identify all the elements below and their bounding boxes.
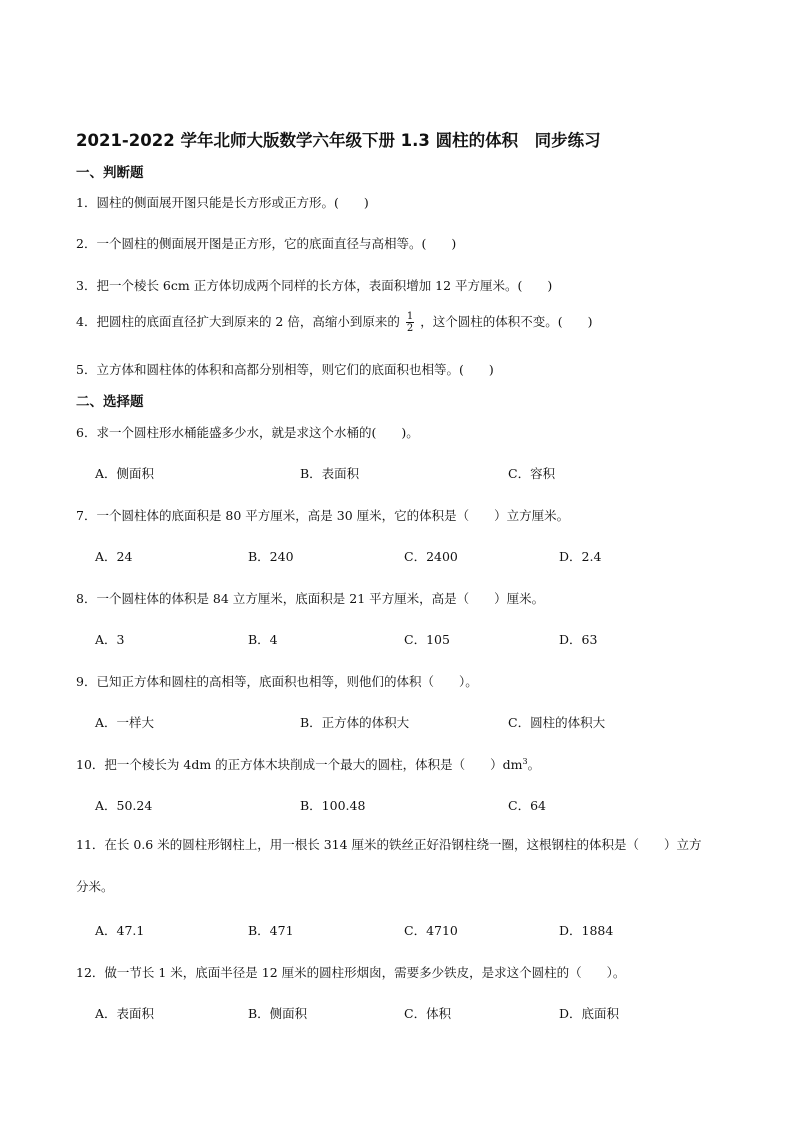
question-9: 9．已知正方体和圆柱的高相等，底面积也相等，则他们的体积（ ）。 (76, 674, 478, 689)
option-b: B．侧面积 (248, 1006, 308, 1021)
section-heading-multiple-choice: 二、选择题 (76, 394, 144, 410)
question-11: 11．在长 0.6 米的圆柱形钢柱上，用一根长 314 厘米的铁丝正好沿钢柱绕一圈，这根钢柱的体积是（ ）立方分米。 (76, 837, 702, 894)
fraction-denominator: 2 (406, 323, 414, 334)
superscript-3: 3 (522, 756, 528, 766)
option-a: A．一样大 (95, 715, 155, 730)
question-5: 5．立方体和圆柱体的体积和高都分别相等，则它们的底面积也相等。( ) (76, 362, 494, 377)
option-c: C．4710 (404, 923, 458, 938)
question-4 (76, 311, 716, 334)
option-c: C．64 (508, 798, 546, 813)
option-c: C．体积 (404, 1006, 452, 1021)
option-c: C．2400 (404, 549, 458, 564)
question-2: 2．一个圆柱的侧面展开图是正方形，它的底面直径与高相等。( ) (76, 236, 457, 251)
question-6: 6．求一个圆柱形水桶能盛多少水，就是求这个水桶的( )。 (76, 425, 419, 440)
option-c: C．容积 (508, 466, 556, 481)
question-10-text: 10．把一个棱长为 4dm 的正方体木块削成一个最大的圆柱，体积是（ ）dm (76, 757, 523, 772)
option-b: B．240 (248, 549, 294, 564)
option-a: A．3 (95, 632, 125, 647)
option-d: D．63 (559, 632, 598, 647)
question-10-text-end: 。 (527, 757, 541, 772)
option-b: B．正方体的体积大 (300, 715, 410, 730)
question-4-text: 4．把圆柱的底面直径扩大到原来的 2 倍，高缩小到原来的 (76, 314, 400, 329)
question-8: 8．一个圆柱体的体积是 84 立方厘米，底面积是 21 平方厘米，高是（ ）厘米。 (76, 591, 545, 606)
option-b: B．4 (248, 632, 278, 647)
question-1: 1．圆柱的侧面展开图只能是长方形或正方形。( ) (76, 195, 369, 210)
section-heading-true-false: 一、判断题 (76, 165, 144, 181)
option-b: B．100.48 (300, 798, 366, 813)
question-7: 7．一个圆柱体的底面积是 80 平方厘米，高是 30 厘米，它的体积是（ ）立方厘米。 (76, 508, 570, 523)
question-10 (76, 755, 716, 773)
question-3: 3．把一个棱长 6cm 正方体切成两个同样的长方体，表面积增加 12 平方厘米。( ) (76, 278, 553, 293)
option-a: A．24 (95, 549, 133, 564)
option-a: A．侧面积 (95, 466, 155, 481)
option-d: D．2.4 (559, 549, 602, 564)
option-b: B．表面积 (300, 466, 360, 481)
option-a: A．47.1 (95, 923, 145, 938)
option-b: B．471 (248, 923, 294, 938)
option-d: D．底面积 (559, 1006, 620, 1021)
question-12: 12．做一节长 1 米，底面半径是 12 厘米的圆柱形烟囱，需要多少铁皮，是求这个圆柱的（ ）。 (76, 965, 626, 980)
option-a: A．表面积 (95, 1006, 155, 1021)
option-d: D．1884 (559, 923, 614, 938)
worksheet-title: 2021-2022 学年北师大版数学六年级下册 1.3 圆柱的体积 同步练习 (76, 131, 601, 150)
fraction-numerator: 1 (406, 311, 414, 322)
option-c: C．圆柱的体积大 (508, 715, 606, 730)
option-c: C．105 (404, 632, 450, 647)
question-4-text-end: ，这个圆柱的体积不变。( ) (420, 314, 593, 329)
fraction-one-half (406, 311, 414, 334)
option-a: A．50.24 (95, 798, 153, 813)
